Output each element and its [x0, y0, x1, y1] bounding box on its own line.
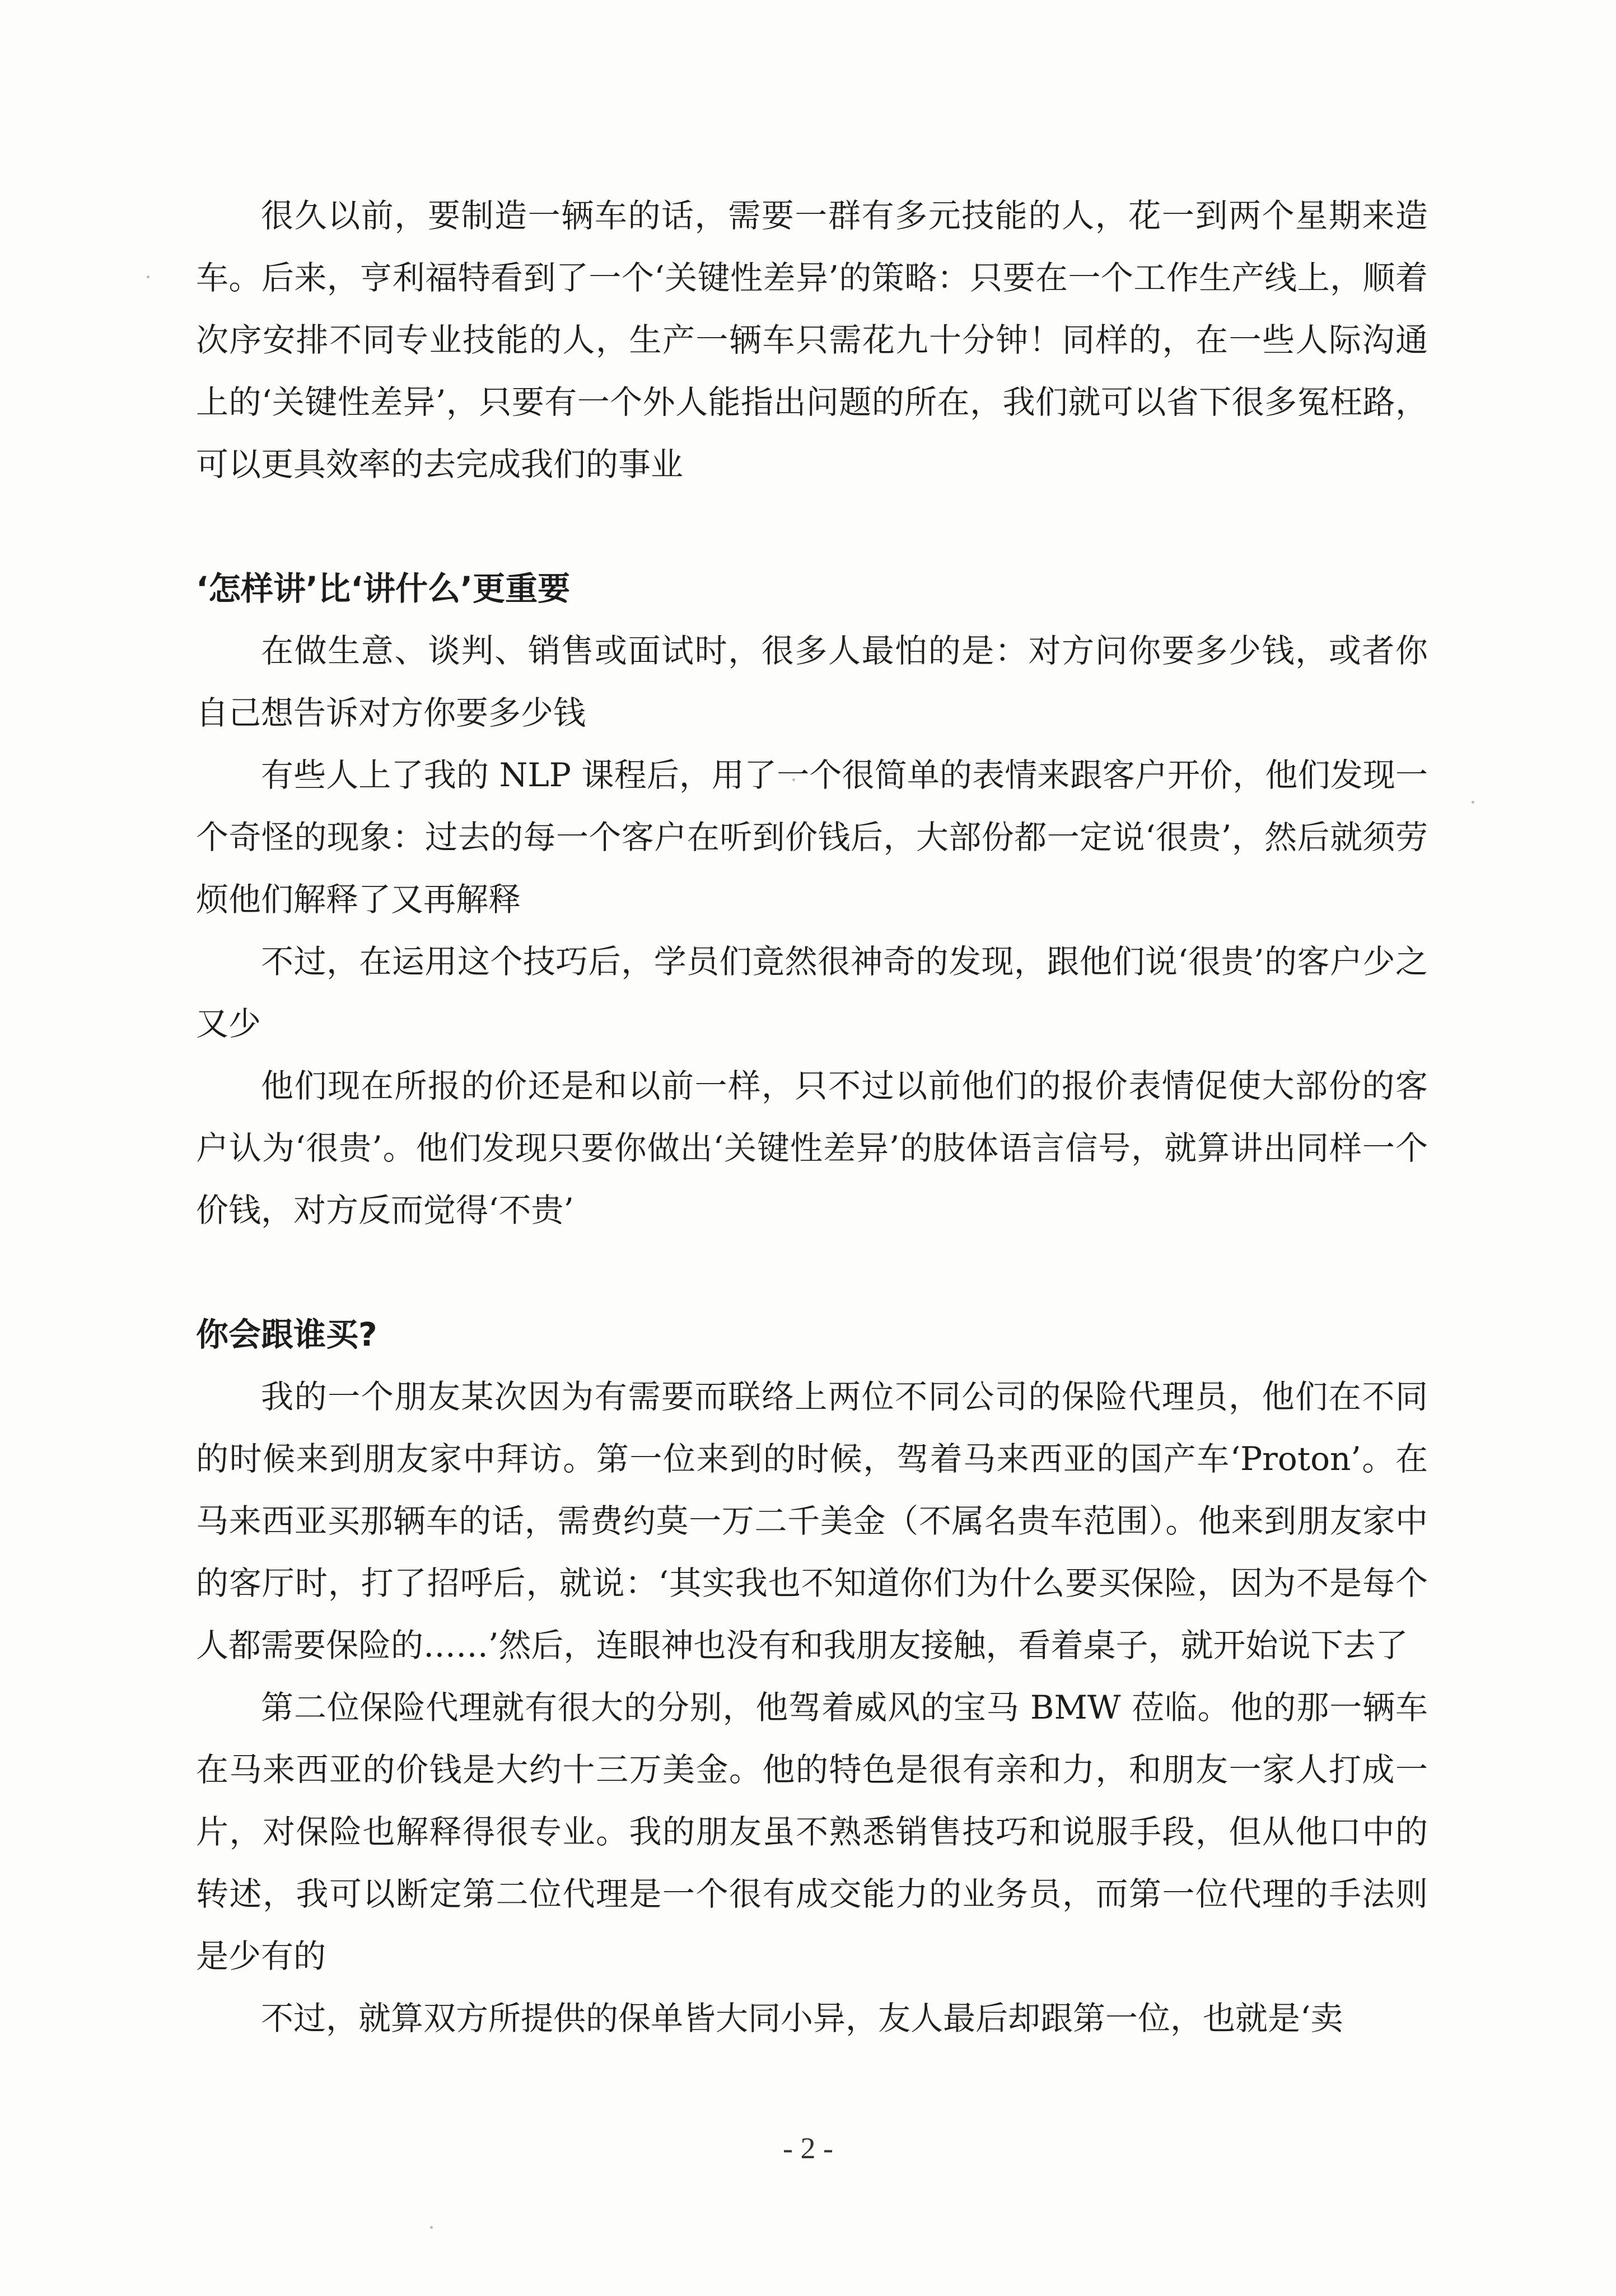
paragraph: 有些人上了我的 NLP 课程后，用了一个很简单的表情来跟客户开价，他们发现一个奇怪的现象：过去的每一个客户在听到价钱后，大部份都一定说‘很贵’，然后就须劳烦他们解释了又再解释 [196, 756, 1428, 918]
paragraph: 第二位保险代理就有很大的分别，他驾着威风的宝马 BMW 莅临。他的那一辆车在马来西亚的价钱是大约十三万美金。他的特色是很有亲和力，和朋友一家人打成一片，对保险也解释得很专业。我的朋友虽不熟悉销售技巧和说服手段，但从他口中的转述，我可以断定第二位代理是一个很有成交能力的业务员，而第一位代理的手法则是少有的 [196, 1688, 1428, 1975]
paragraph: 很久以前，要制造一辆车的话，需要一群有多元技能的人，花一到两个星期来造车。后来，亨利福特看到了一个‘关键性差异’的策略：只要在一个工作生产线上，顺着次序安排不同专业技能的人，生产一辆车只需花九十分钟！同样的，在一些人际沟通上的‘关键性差异’，只要有一个外人能指出问题的所在，我们就可以省下很多冤枉路，可以更具效率的去完成我们的事业 [196, 197, 1428, 483]
paragraph: 我的一个朋友某次因为有需要而联络上两位不同公司的保险代理员，他们在不同的时候来到朋友家中拜访。第一位来到的时候，驾着马来西亚的国产车‘Proton’。在马来西亚买那辆车的话，需费约莫一万二千美金（不属名贵车范围）。他来到朋友家中的客厅时，打了招呼后，就说：‘其实我也不知道你们为什么要买保险，因为不是每个人都需要保险的……’然后，连眼神也没有和我朋友接触，看着桌子，就开始说下去了 [196, 1378, 1428, 1664]
paragraph: 在做生意、谈判、销售或面试时，很多人最怕的是：对方问你要多少钱，或者你自己想告诉对方你要多少钱 [196, 632, 1428, 732]
section-intro [196, 185, 1428, 496]
scan-speck [430, 2226, 433, 2229]
paragraph: 他们现在所报的价还是和以前一样，只不过以前他们的报价表情促使大部份的客户认为‘很贵’。他们发现只要你做出‘关键性差异’的肢体语言信号，就算讲出同样一个价钱，对方反而觉得‘不贵’ [196, 1067, 1428, 1229]
section-who-would-you-buy-from [196, 1304, 1428, 2050]
paragraph: 不过，在运用这个技巧后，学员们竟然很神奇的发现，跟他们说‘很贵’的客户少之又少 [196, 942, 1428, 1043]
section-how-to-say [196, 558, 1428, 1242]
document-body [196, 185, 1428, 2050]
scan-speck [147, 276, 150, 278]
section-heading: ‘怎样讲’比‘讲什么’更重要 [196, 570, 571, 608]
section-heading: 你会跟谁买? [196, 1315, 377, 1354]
scan-speck [1472, 801, 1474, 804]
paragraph: 不过，就算双方所提供的保单皆大同小异，友人最后却跟第一位，也就是‘卖 [261, 1999, 1343, 2037]
section-spacer [196, 1242, 1428, 1304]
section-spacer [196, 496, 1428, 558]
page-number: - 2 - [783, 2131, 833, 2165]
